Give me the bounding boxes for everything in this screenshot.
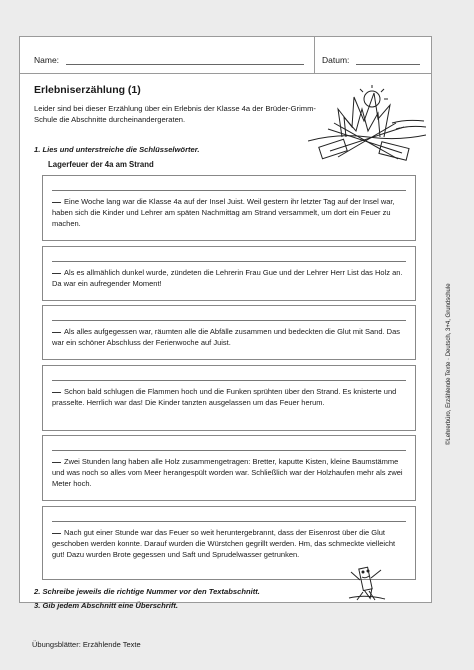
number-blank[interactable] xyxy=(52,332,61,333)
section-text: Schon bald schlugen die Flammen hoch und die Funken sprühten über den Strand. Es knisterte und prasselte. Herrlich war das! Die Kinder tanzten ausgelassen um das Feuer herum. xyxy=(52,387,397,407)
campfire-illustration-icon xyxy=(308,83,426,165)
section-text: Zwei Stunden lang haben alle Holz zusammengetragen: Bretter, kaputte Kisten, kleine Baumstämme und was noch so alles vom Meer herangespült worden war. Schließlich war der Holzhaufen mehr als zwei Meter hoch. xyxy=(52,457,403,488)
story-section-4[interactable] xyxy=(42,365,416,431)
number-blank[interactable] xyxy=(52,202,61,203)
story-title: Lagerfeuer der 4a am Strand xyxy=(48,160,154,169)
intro-text: Leider sind bei dieser Erzählung über ein Erlebnis der Klasse 4a der Brüder-Grimm-Schule die Abschnitte durcheinandergeraten. xyxy=(34,104,316,124)
number-blank[interactable] xyxy=(52,392,61,393)
footer: Übungsblätter: Erzählende Texte xyxy=(32,640,141,649)
section-heading-line[interactable] xyxy=(52,380,406,381)
section-text: Als es allmählich dunkel wurde, zündeten die Lehrerin Frau Gue und der Lehrer Herr List das Holz an. Da war ein aufregender Moment! xyxy=(52,268,403,288)
task-3: 3. Gib jedem Abschnitt eine Überschrift. xyxy=(34,601,179,610)
section-heading-line[interactable] xyxy=(52,261,406,262)
number-blank[interactable] xyxy=(52,273,61,274)
section-heading-line[interactable] xyxy=(52,450,406,451)
section-text: Nach gut einer Stunde war das Feuer so weit heruntergebrannt, dass der Eisenrost über die Glut geschoben werden konnte. Darauf wurden die Würstchen gegrillt werden. Hm, das schmeckte vielleicht gut! Dazu wurden Brote gegessen und Saft und Sprudelwasser getrunken. xyxy=(52,528,396,559)
copyright-note: ©Lehrerbüro, Erzählende Texte · Deutsch, 3+4, Grundschule xyxy=(446,283,452,445)
section-heading-line[interactable] xyxy=(52,320,406,321)
pencil-mascot-icon xyxy=(345,558,387,602)
date-label: Datum: xyxy=(322,55,350,65)
section-text: Eine Woche lang war die Klasse 4a auf der Insel Juist. Weil gestern ihr letzter Tag auf der Insel war, haben sich die Kinder und Lehrer am späten Nachmittag am Strand versammelt, um dort ein Feuer zu machen. xyxy=(52,197,395,228)
story-section-5[interactable] xyxy=(42,435,416,501)
story-section-1[interactable] xyxy=(42,175,416,241)
story-section-2[interactable] xyxy=(42,246,416,301)
worksheet xyxy=(19,36,432,610)
date-field[interactable] xyxy=(356,64,420,65)
section-heading-line[interactable] xyxy=(52,521,406,522)
section-heading-line[interactable] xyxy=(52,190,406,191)
header-divider xyxy=(314,37,315,73)
name-label: Name: xyxy=(34,55,60,65)
story-section-3[interactable] xyxy=(42,305,416,360)
name-field[interactable] xyxy=(66,64,304,65)
number-blank[interactable] xyxy=(52,533,61,534)
section-text: Als alles aufgegessen war, räumten alle die Abfälle zusammen und bedeckten die Glut mit Sand. Das war ein schöner Abschluss der Ferienwoche auf Juist. xyxy=(52,327,401,347)
task-2: 2. Schreibe jeweils die richtige Nummer vor den Textabschnitt. xyxy=(34,587,260,596)
task-1: 1. Lies und unterstreiche die Schlüsselwörter. xyxy=(34,145,200,154)
number-blank[interactable] xyxy=(52,462,61,463)
header-row xyxy=(20,37,431,74)
worksheet-title: Erlebniserzählung (1) xyxy=(34,84,141,96)
